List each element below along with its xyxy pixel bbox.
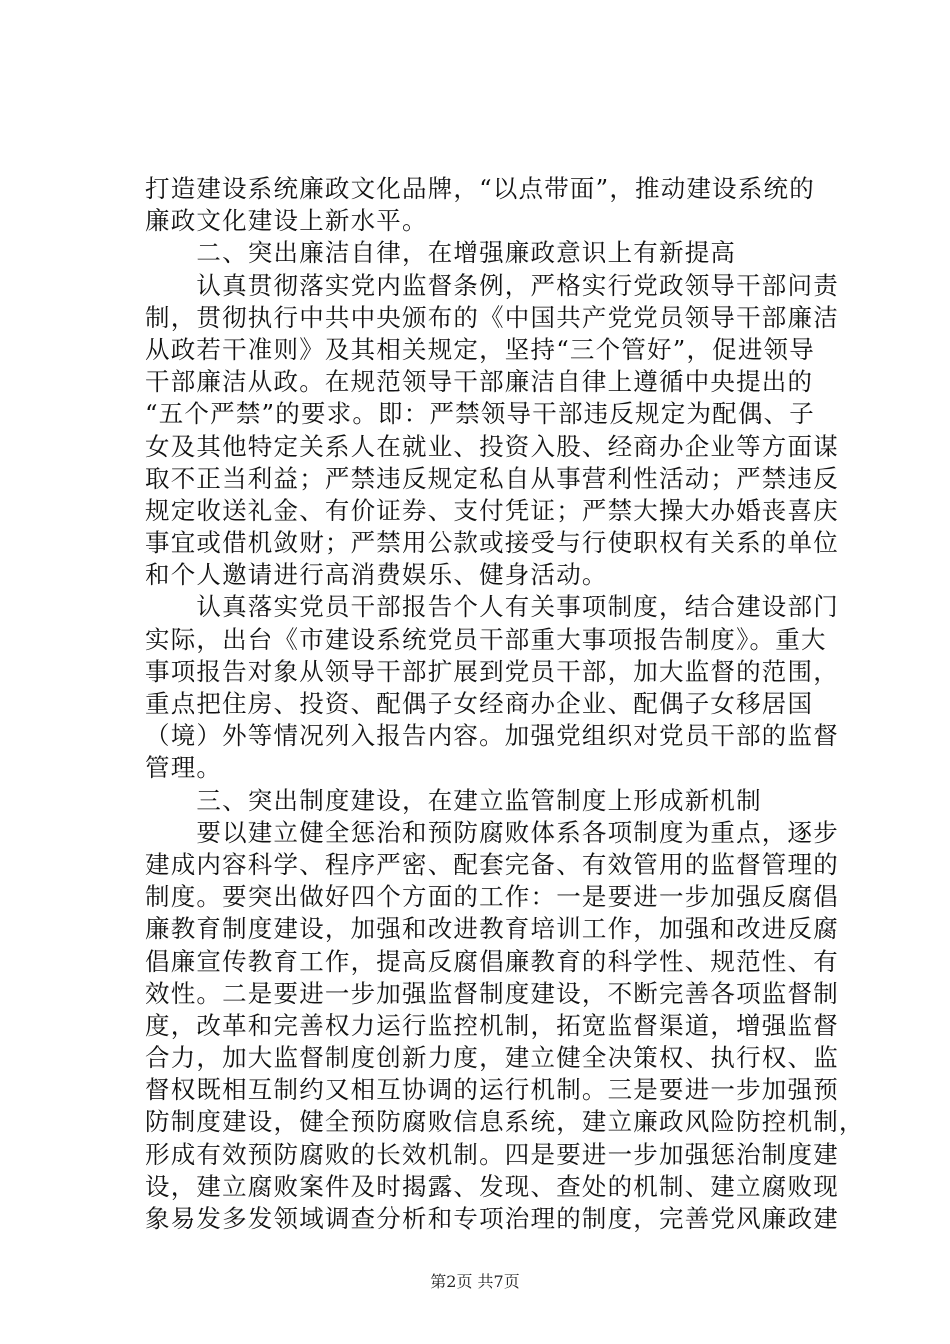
text-line: 倡廉宣传教育工作，提高反腐倡廉教育的科学性、规范性、有 [145,946,839,976]
text-line: “五个严禁”的要求。即：严禁领导干部违反规定为配偶、子 [145,399,815,429]
text-line: 和个人邀请进行高消费娱乐、健身活动。 [145,560,608,590]
text-line: 度，改革和完善权力运行监控机制，拓宽监督渠道，增强监督 [145,1010,839,1040]
text-line: 干部廉洁从政。在规范领导干部廉洁自律上遵循中央提出的 [145,367,814,397]
text-line: 象易发多发领域调查分析和专项治理的制度，完善党风廉政建 [145,1204,839,1233]
text-line: 从政若干准则》及其相关规定，坚持“三个管好”，促进领导 [145,334,815,364]
document-body [145,173,865,1235]
section-heading: 三、突出制度建设，在建立监管制度上形成新机制 [145,785,762,815]
section-heading: 二、突出廉洁自律，在增强廉政意识上有新提高 [145,238,737,268]
text-line: 制度。要突出做好四个方面的工作：一是要进一步加强反腐倡 [145,882,839,912]
text-line: （境）外等情况列入报告内容。加强党组织对党员干部的监督 [145,721,839,751]
text-line: 打造建设系统廉政文化品牌，“以点带面”，推动建设系统的 [145,174,815,203]
text-line: 防制度建设，健全预防腐败信息系统，建立廉政风险防控机制， [145,1107,865,1137]
text-line: 规定收送礼金、有价证券、支付凭证；严禁大操大办婚丧喜庆 [145,495,839,525]
text-line: 重点把住房、投资、配偶子女经商办企业、配偶子女移居国 [145,689,814,718]
text-line: 认真落实党员干部报告个人有关事项制度，结合建设部门 [145,592,839,622]
page-number-footer: 第2页 共7页 [430,1272,520,1291]
text-line: 认真贯彻落实党内监督条例，严格实行党政领导干部问责 [145,270,839,300]
text-line: 实际，出台《市建设系统党员干部重大事项报告制度》。重大 [145,624,827,654]
text-line: 制，贯彻执行中共中央颁布的《中国共产党党员领导干部廉洁 [145,302,839,332]
text-line: 设，建立腐败案件及时揭露、发现、查处的机制、建立腐败现 [145,1171,839,1201]
text-line: 廉教育制度建设，加强和改进教育培训工作，加强和改进反腐 [145,914,839,944]
text-line: 事宜或借机敛财；严禁用公款或接受与行使职权有关系的单位 [145,528,839,558]
text-line: 廉政文化建设上新水平。 [145,206,428,236]
text-line: 取不正当利益；严禁违反规定私自从事营利性活动；严禁违反 [145,463,839,493]
text-line: 督权既相互制约又相互协调的运行机制。三是要进一步加强预 [145,1075,839,1105]
text-line: 合力，加大监督制度创新力度，建立健全决策权、执行权、监 [145,1043,839,1073]
text-line: 管理。 [145,753,223,783]
text-line: 形成有效预防腐败的长效机制。四是要进一步加强惩治制度建 [145,1139,839,1169]
text-line: 事项报告对象从领导干部扩展到党员干部，加大监督的范围， [145,656,839,686]
text-line: 效性。二是要进一步加强监督制度建设，不断完善各项监督制 [145,978,839,1008]
text-line: 要以建立健全惩治和预防腐败体系各项制度为重点，逐步 [145,817,839,847]
text-line: 建成内容科学、程序严密、配套完备、有效管用的监督管理的 [145,849,839,879]
text-line: 女及其他特定关系人在就业、投资入股、经商办企业等方面谋 [145,431,839,461]
